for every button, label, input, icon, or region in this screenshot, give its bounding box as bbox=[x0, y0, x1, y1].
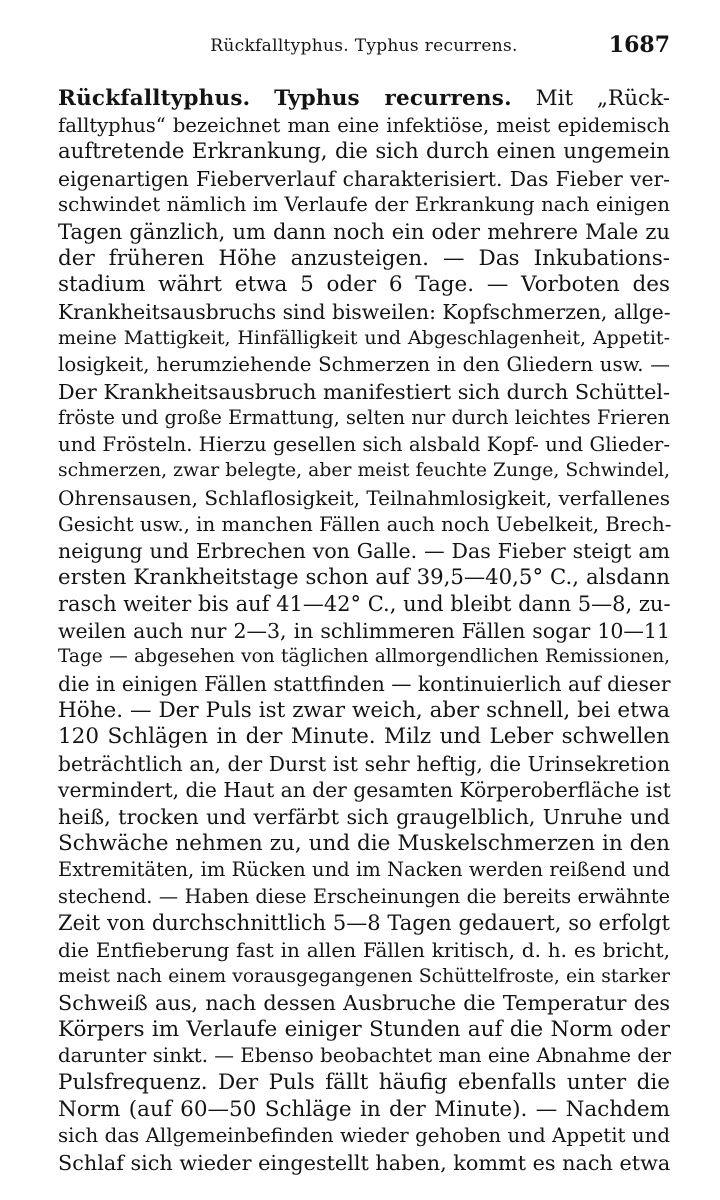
text-line: Gesicht usw., in manchen Fällen auch noch Uebelkeit, Brech- bbox=[58, 512, 672, 536]
text-line: der früheren Höhe anzusteigen. — Das Inkubations- bbox=[58, 245, 670, 271]
text-line: Höhe. — Der Puls ist zwar weich, aber schnell, bei etwa bbox=[58, 697, 670, 723]
text-line: Schwäche nehmen zu, und die Muskelschmerzen in den bbox=[58, 830, 670, 856]
text-line: darunter sinkt. — Ebenso beobachtet man eine Abnahme der bbox=[58, 1044, 672, 1068]
text-line: Mit „Rück- bbox=[535, 86, 671, 111]
text-line: stadium währt etwa 5 oder 6 Tage. — Vorboten des bbox=[58, 272, 670, 298]
text-line: Zeit von durchschnittlich 5—8 Tagen gedauert, so erfolgt bbox=[58, 911, 670, 936]
text-line: 120 Schlägen in der Minute. Milz und Leber schwellen bbox=[58, 724, 670, 750]
text-line: heiß, trocken und verfärbt sich graugelblich, Unruhe und bbox=[58, 805, 670, 830]
text-line: eigenartigen Fieberverlauf charakterisiert. Das Fieber ver- bbox=[58, 166, 670, 191]
article-body bbox=[58, 86, 670, 1176]
running-head bbox=[58, 30, 670, 72]
text-line: falltyphus“ bezeichnet man eine infektiöse, meist epidemisch bbox=[58, 113, 670, 137]
text-line: schmerzen, zwar belegte, aber meist feuchte Zunge, Schwindel, bbox=[58, 460, 670, 482]
text-line: Pulsfrequenz. Der Puls fällt häufig ebenfalls unter die bbox=[58, 1069, 670, 1095]
text-line: sich das Allgemeinbefinden wieder gehoben und Appetit und bbox=[58, 1124, 670, 1148]
text-line: stechend. — Haben diese Erscheinungen die bereits erwähnte bbox=[58, 884, 670, 908]
text-line: Körpers im Verlaufe einiger Stunden auf die Norm oder bbox=[58, 1016, 670, 1042]
text-line: Extremitäten, im Rücken und im Nacken werden reißend und bbox=[58, 858, 670, 882]
text-line: meine Mattigkeit, Hinfälligkeit und Abgeschlagenheit, Appetit- bbox=[58, 327, 670, 350]
page-number: 1687 bbox=[608, 32, 670, 58]
text-line: fröste und große Ermattung, selten nur durch leichtes Frieren bbox=[58, 406, 670, 430]
text-line: Schlaf sich wieder eingestellt haben, kommt es nach etwa bbox=[58, 1150, 671, 1175]
text-line: Tagen gänzlich, um dann noch ein oder mehrere Male zu bbox=[58, 219, 670, 244]
text-line: die in einigen Fällen stattfinden — kontinuierlich auf dieser bbox=[58, 672, 671, 697]
text-line: auftretende Erkrankung, die sich durch einen ungemein bbox=[58, 139, 670, 165]
article-heading: Rückfalltyphus. bbox=[58, 86, 251, 111]
text-line: Der Krankheitsausbruch manifestiert sich durch Schüttel- bbox=[58, 379, 670, 404]
running-head-title: Rückfalltyphus. Typhus recurrens. bbox=[210, 36, 518, 56]
text-line: beträchtlich an, der Durst ist sehr heftig, die Urinsekretion bbox=[58, 751, 670, 776]
text-line: Tage — abgesehen von täglichen allmorgendlichen Remissionen, bbox=[58, 646, 670, 668]
text-line: meist nach einem vorausgegangenen Schüttelfroste, ein starker bbox=[58, 965, 670, 987]
book-page bbox=[58, 30, 670, 1176]
text-line: und Frösteln. Hierzu gesellen sich alsbald Kopf- und Glieder- bbox=[58, 432, 670, 456]
text-line: neigung und Erbrechen von Galle. — Das Fieber steigt am bbox=[58, 539, 670, 564]
text-line: die Entfieberung fast in allen Fällen kritisch, d. h. es bricht, bbox=[58, 938, 670, 962]
text-line: rasch weiter bis auf 41—42° C., und bleibt dann 5—8, zu- bbox=[58, 592, 671, 617]
text-line: losigkeit, herumziehende Schmerzen in den Gliedern usw. — bbox=[58, 352, 670, 376]
text-line: Ohrensausen, Schlaflosigkeit, Teilnahmlosigkeit, verfallenes bbox=[58, 485, 671, 510]
text-line: schwindet nämlich im Verlaufe der Erkrankung nach einigen bbox=[58, 193, 670, 217]
article-first-line bbox=[58, 86, 670, 113]
article-heading-latin: Typhus recurrens. bbox=[274, 86, 512, 111]
text-line: weilen auch nur 2—3, in schlimmeren Fällen sogar 10—11 bbox=[58, 618, 670, 643]
text-line: vermindert, die Haut an der gesamten Körperoberfläche ist bbox=[58, 778, 671, 803]
text-line: Schweiß aus, nach dessen Ausbruche die Temperatur des bbox=[58, 991, 670, 1016]
text-line: Norm (auf 60—50 Schläge in der Minute). — Nachdem bbox=[58, 1096, 670, 1122]
text-line: Krankheitsausbruchs sind bisweilen: Kopfschmerzen, allge- bbox=[58, 299, 671, 324]
text-line: ersten Krankheitstage schon auf 39,5—40,5° C., alsdann bbox=[58, 564, 670, 590]
